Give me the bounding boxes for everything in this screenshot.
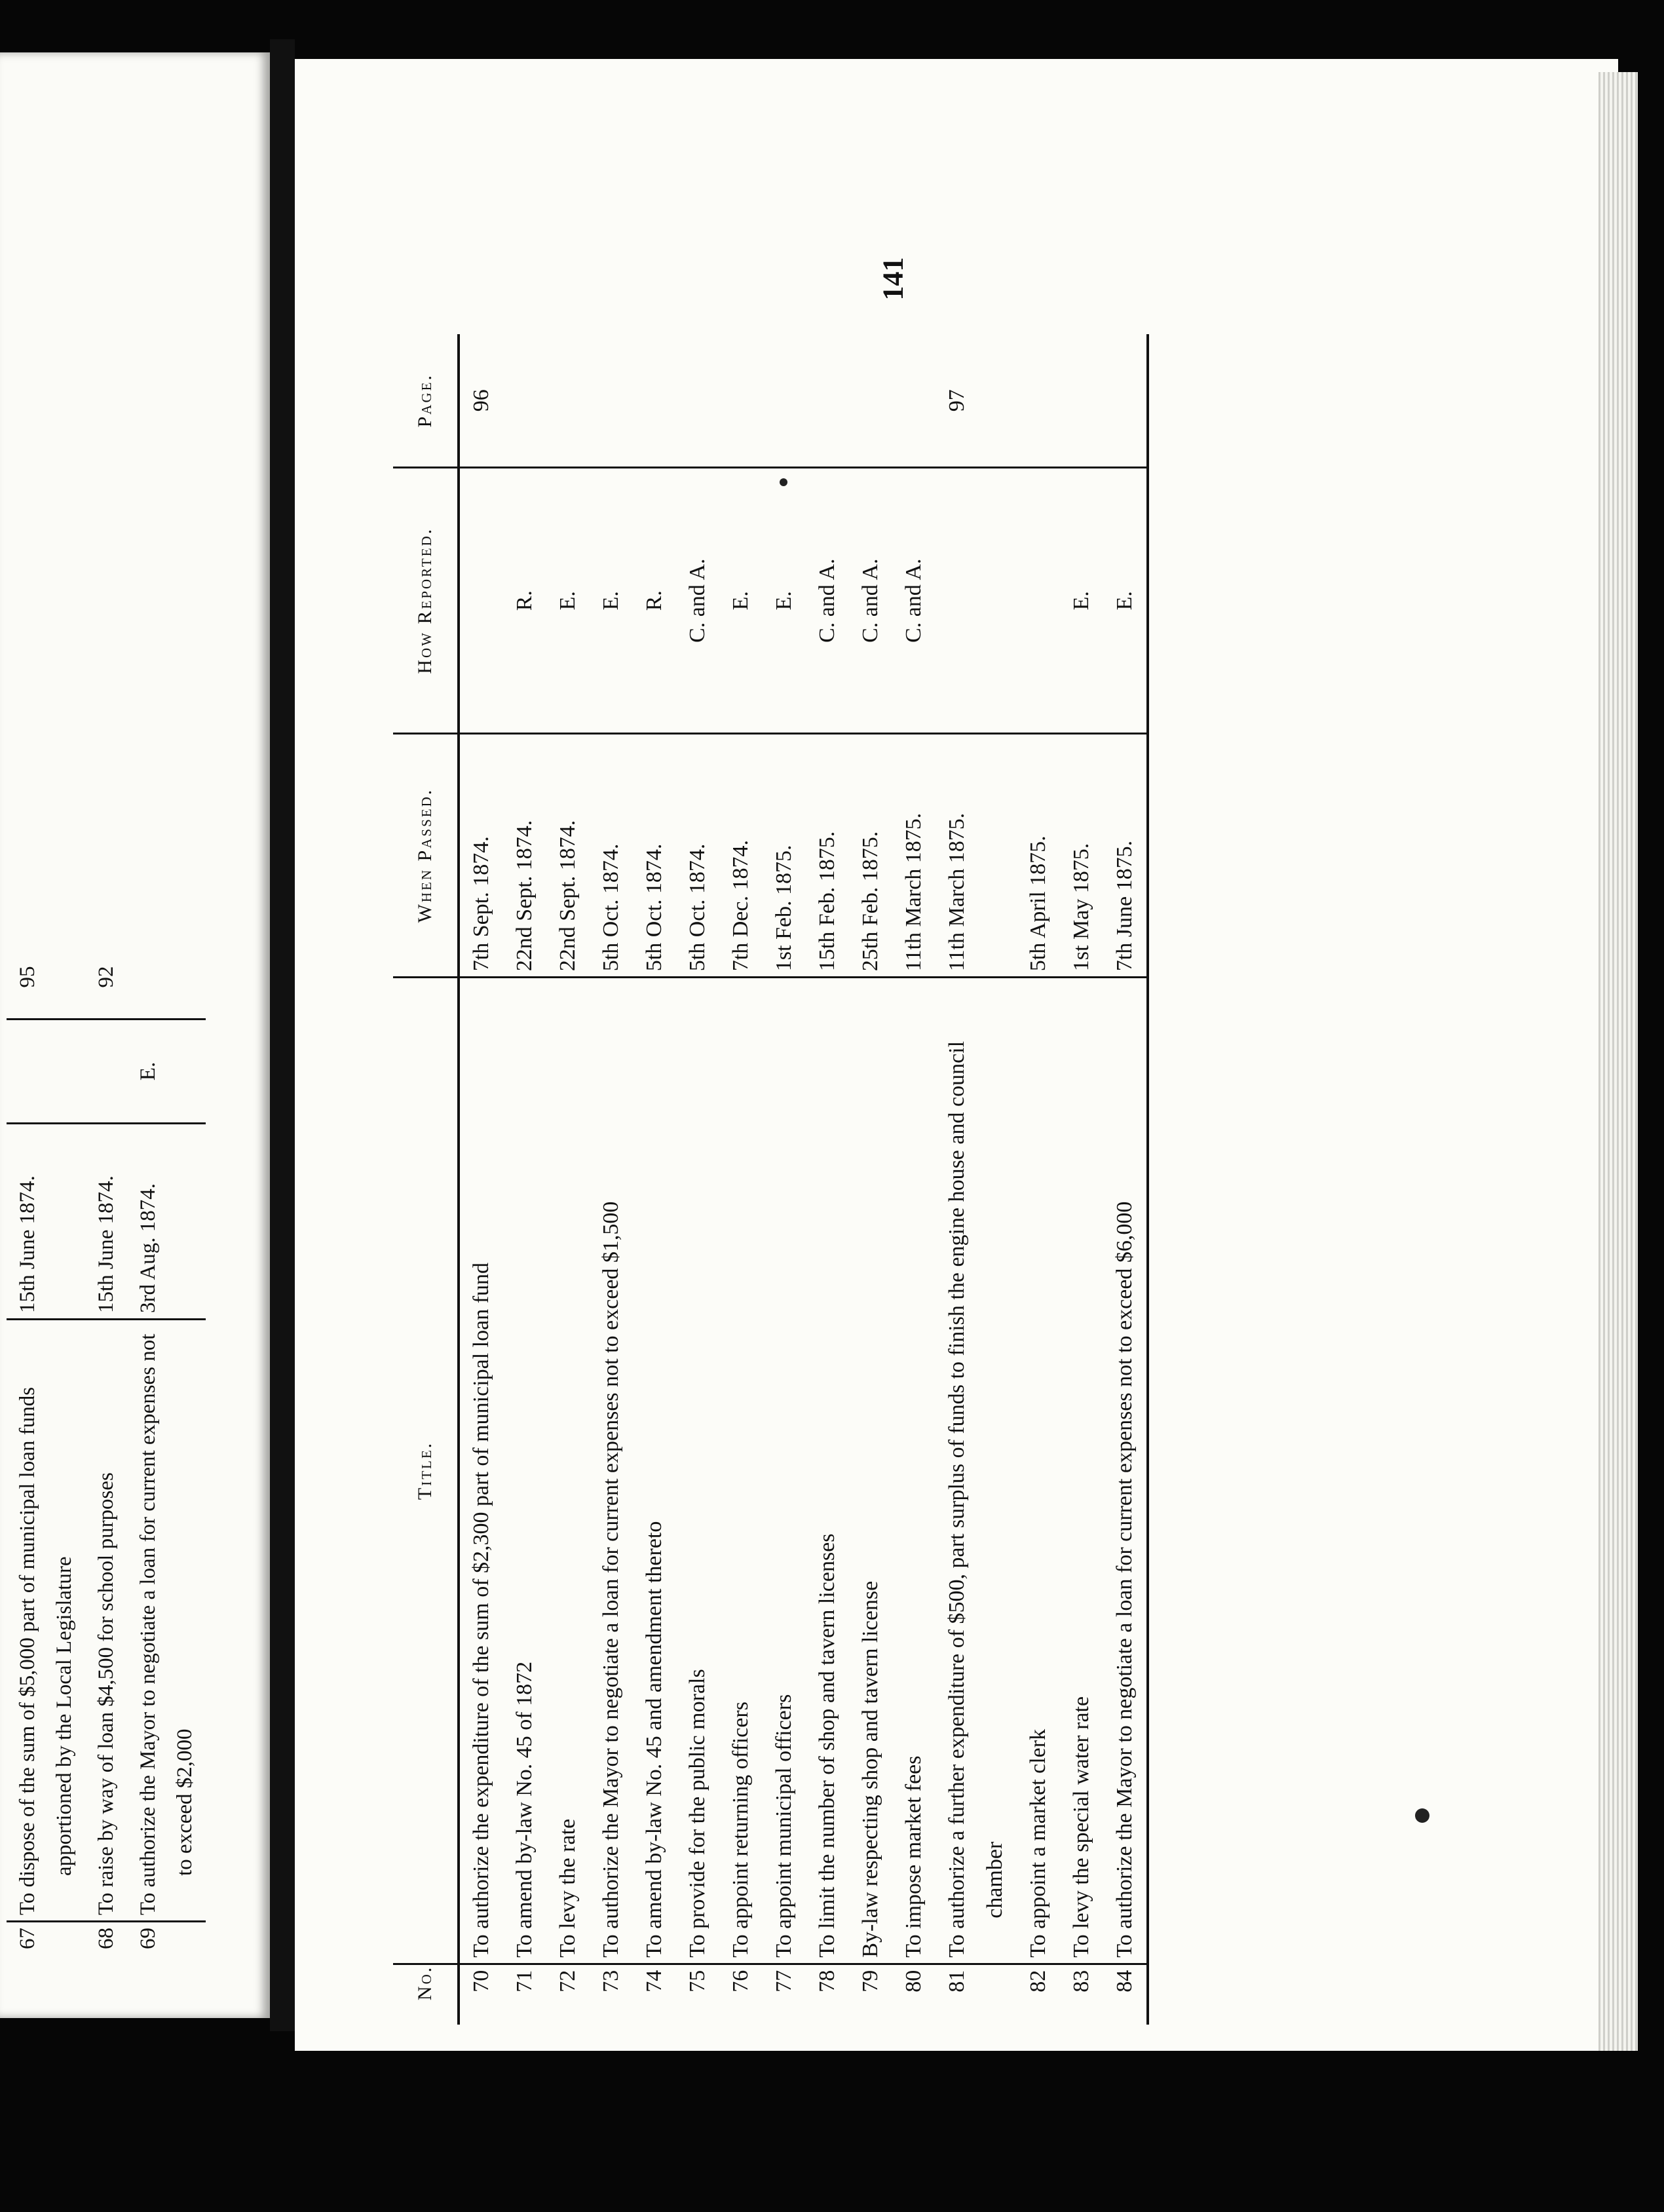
- row-how-reported: [459, 468, 503, 734]
- row-page: 96: [469, 389, 493, 412]
- page-edges: [1598, 72, 1638, 2051]
- row-title: [1017, 978, 1060, 1964]
- row-number: 77: [763, 1964, 806, 2025]
- row-title: [849, 978, 892, 1964]
- row-how-reported: E.: [590, 468, 633, 734]
- row-title-text: To authorize the Mayor to negotiate a loan for current expenses not to exceed $1,500: [599, 1201, 623, 1958]
- table-row: [676, 334, 719, 2025]
- row-title-text: To authorize the expenditure of the sum of $2,300 part of municipal loan fund: [469, 1262, 493, 1958]
- row-how-reported: [85, 1020, 127, 1124]
- left-bylaw-table: [7, 936, 206, 1979]
- row-page: 92: [94, 966, 118, 988]
- row-page: 95: [16, 966, 39, 988]
- table-row: [85, 936, 127, 1979]
- table-row: [1103, 334, 1148, 2025]
- row-page: [763, 334, 806, 468]
- row-how-reported: R.: [503, 468, 546, 734]
- row-title: [127, 1320, 206, 1922]
- row-title-text: To dispose of the sum of $5,000 part of municipal loan funds apportioned by the Local Legislature: [16, 1386, 76, 1915]
- row-number: 81: [936, 1964, 1017, 2025]
- row-title: [7, 1320, 85, 1922]
- row-number: 76: [719, 1964, 763, 2025]
- ink-speck: [1415, 1808, 1429, 1823]
- row-when-passed: 11th March 1875.: [936, 733, 1017, 977]
- row-how-reported: E.: [1060, 468, 1103, 734]
- row-page: [503, 334, 546, 468]
- row-how-reported: [936, 468, 1017, 734]
- ink-speck: [780, 478, 787, 486]
- table-row: [633, 334, 676, 2025]
- row-when-passed: 5th April 1875.: [1017, 733, 1060, 977]
- table-row: [806, 334, 849, 2025]
- row-title: [546, 978, 590, 1964]
- header-title: Title.: [393, 978, 459, 1964]
- row-when-passed: 5th Oct. 1874.: [676, 733, 719, 977]
- row-title-text: To authorize the Mayor to negotiate a loan for current expenses not to exceed $6,000: [1112, 1201, 1137, 1958]
- row-title-text: To provide for the public morals: [685, 1669, 709, 1958]
- row-when-passed: 11th March 1875.: [892, 733, 936, 977]
- row-how-reported: C. and A.: [849, 468, 892, 734]
- row-when-passed: 1st Feb. 1875.: [763, 733, 806, 977]
- row-when-passed: 15th June 1874.: [85, 1124, 127, 1320]
- table-row: [546, 334, 590, 2025]
- header-page: Page.: [393, 334, 459, 468]
- row-title: [892, 978, 936, 1964]
- row-number: 83: [1060, 1964, 1103, 2025]
- row-how-reported: E.: [127, 1020, 206, 1124]
- row-when-passed: 7th Sept. 1874.: [459, 733, 503, 977]
- row-when-passed: 25th Feb. 1875.: [849, 733, 892, 977]
- row-title-text: To authorize the Mayor to negotiate a loan for current expenses not to exceed $2,000: [136, 1333, 197, 1915]
- row-number: 74: [633, 1964, 676, 2025]
- row-when-passed: 5th Oct. 1874.: [633, 733, 676, 977]
- row-number: 80: [892, 1964, 936, 2025]
- row-title-text: To appoint municipal officers: [772, 1694, 796, 1958]
- row-when-passed: 15th Feb. 1875.: [806, 733, 849, 977]
- row-when-passed: 22nd Sept. 1874.: [503, 733, 546, 977]
- table-row: [763, 334, 806, 2025]
- row-number: 71: [503, 1964, 546, 2025]
- row-title: [936, 978, 1017, 1964]
- row-how-reported: C. and A.: [806, 468, 849, 734]
- row-page: [892, 334, 936, 468]
- row-page: [806, 334, 849, 468]
- page-number: 141: [877, 257, 909, 301]
- row-title: [806, 978, 849, 1964]
- row-title-text: By-law respecting shop and tavern license: [858, 1580, 882, 1958]
- row-title: [1060, 978, 1103, 1964]
- table-row: [719, 334, 763, 2025]
- table-row: [1017, 334, 1060, 2025]
- row-title: [676, 978, 719, 1964]
- table-row: [849, 334, 892, 2025]
- row-when-passed: 15th June 1874.: [7, 1124, 85, 1320]
- row-page: [633, 334, 676, 468]
- row-number: 67: [7, 1922, 85, 1979]
- table-row: [1060, 334, 1103, 2025]
- row-number: 72: [546, 1964, 590, 2025]
- row-page: [546, 334, 590, 468]
- table-row: [7, 936, 85, 1979]
- row-title: [1103, 978, 1148, 1964]
- row-title-text: To levy the rate: [556, 1818, 580, 1958]
- row-number: 69: [127, 1922, 206, 1979]
- row-title-text: To levy the special water rate: [1069, 1696, 1093, 1958]
- table-row: [503, 334, 546, 2025]
- row-number: 78: [806, 1964, 849, 2025]
- row-when-passed: 22nd Sept. 1874.: [546, 733, 590, 977]
- row-title-text: To raise by way of loan $4,500 for school purposes: [94, 1472, 118, 1915]
- row-number: 73: [590, 1964, 633, 2025]
- row-title-text: To limit the number of shop and tavern licenses: [815, 1533, 839, 1958]
- row-number: 75: [676, 1964, 719, 2025]
- row-when-passed: 7th June 1875.: [1103, 733, 1148, 977]
- row-page: [1103, 334, 1148, 468]
- right-page-content: [393, 334, 1376, 2025]
- row-title: [763, 978, 806, 1964]
- row-page: [127, 936, 206, 1020]
- row-title: [503, 978, 546, 1964]
- row-title: [459, 978, 503, 1964]
- row-title: [590, 978, 633, 1964]
- table-row: [936, 334, 1017, 2025]
- row-page: [849, 334, 892, 468]
- row-number: 79: [849, 1964, 892, 2025]
- left-page-content: [7, 966, 242, 1979]
- header-how-reported: How Reported.: [393, 468, 459, 734]
- row-number: 70: [459, 1964, 503, 2025]
- row-page: [1017, 334, 1060, 468]
- table-header-row: [393, 334, 459, 2025]
- row-title-text: To appoint a market clerk: [1026, 1728, 1050, 1958]
- row-page: [1060, 334, 1103, 468]
- row-how-reported: E.: [763, 468, 806, 734]
- row-number: 84: [1103, 1964, 1148, 2025]
- row-when-passed: 1st May 1875.: [1060, 733, 1103, 977]
- row-page: [590, 334, 633, 468]
- row-how-reported: R.: [633, 468, 676, 734]
- header-no: No.: [393, 1964, 459, 2025]
- book-gutter: [270, 39, 295, 2031]
- row-how-reported: C. and A.: [892, 468, 936, 734]
- row-number: 68: [85, 1922, 127, 1979]
- row-title-text: To authorize a further expenditure of $500, part surplus of funds to finish the engine house and council chamber: [945, 1040, 1007, 1958]
- row-page: [719, 334, 763, 468]
- table-row: [590, 334, 633, 2025]
- row-when-passed: 5th Oct. 1874.: [590, 733, 633, 977]
- row-page: 97: [945, 389, 969, 412]
- row-how-reported: E.: [1103, 468, 1148, 734]
- bylaw-table: [393, 334, 1149, 2025]
- row-how-reported: [7, 1020, 85, 1124]
- table-row: [127, 936, 206, 1979]
- row-title: [85, 1320, 127, 1922]
- table-row: [459, 334, 503, 2025]
- row-title-text: To impose market fees: [901, 1755, 926, 1958]
- row-title: [719, 978, 763, 1964]
- row-title: [633, 978, 676, 1964]
- row-when-passed: 7th Dec. 1874.: [719, 733, 763, 977]
- row-how-reported: [1017, 468, 1060, 734]
- row-number: 82: [1017, 1964, 1060, 2025]
- row-title-text: To amend by-law No. 45 and amendment thereto: [642, 1521, 666, 1958]
- row-when-passed: 3rd Aug. 1874.: [127, 1124, 206, 1320]
- row-title-text: To amend by-law No. 45 of 1872: [512, 1661, 537, 1958]
- row-title-text: To appoint returning officers: [728, 1702, 753, 1958]
- row-page: [676, 334, 719, 468]
- row-how-reported: E.: [546, 468, 590, 734]
- table-row: [892, 334, 936, 2025]
- row-how-reported: E.: [719, 468, 763, 734]
- header-when-passed: When Passed.: [393, 733, 459, 977]
- row-how-reported: C. and A.: [676, 468, 719, 734]
